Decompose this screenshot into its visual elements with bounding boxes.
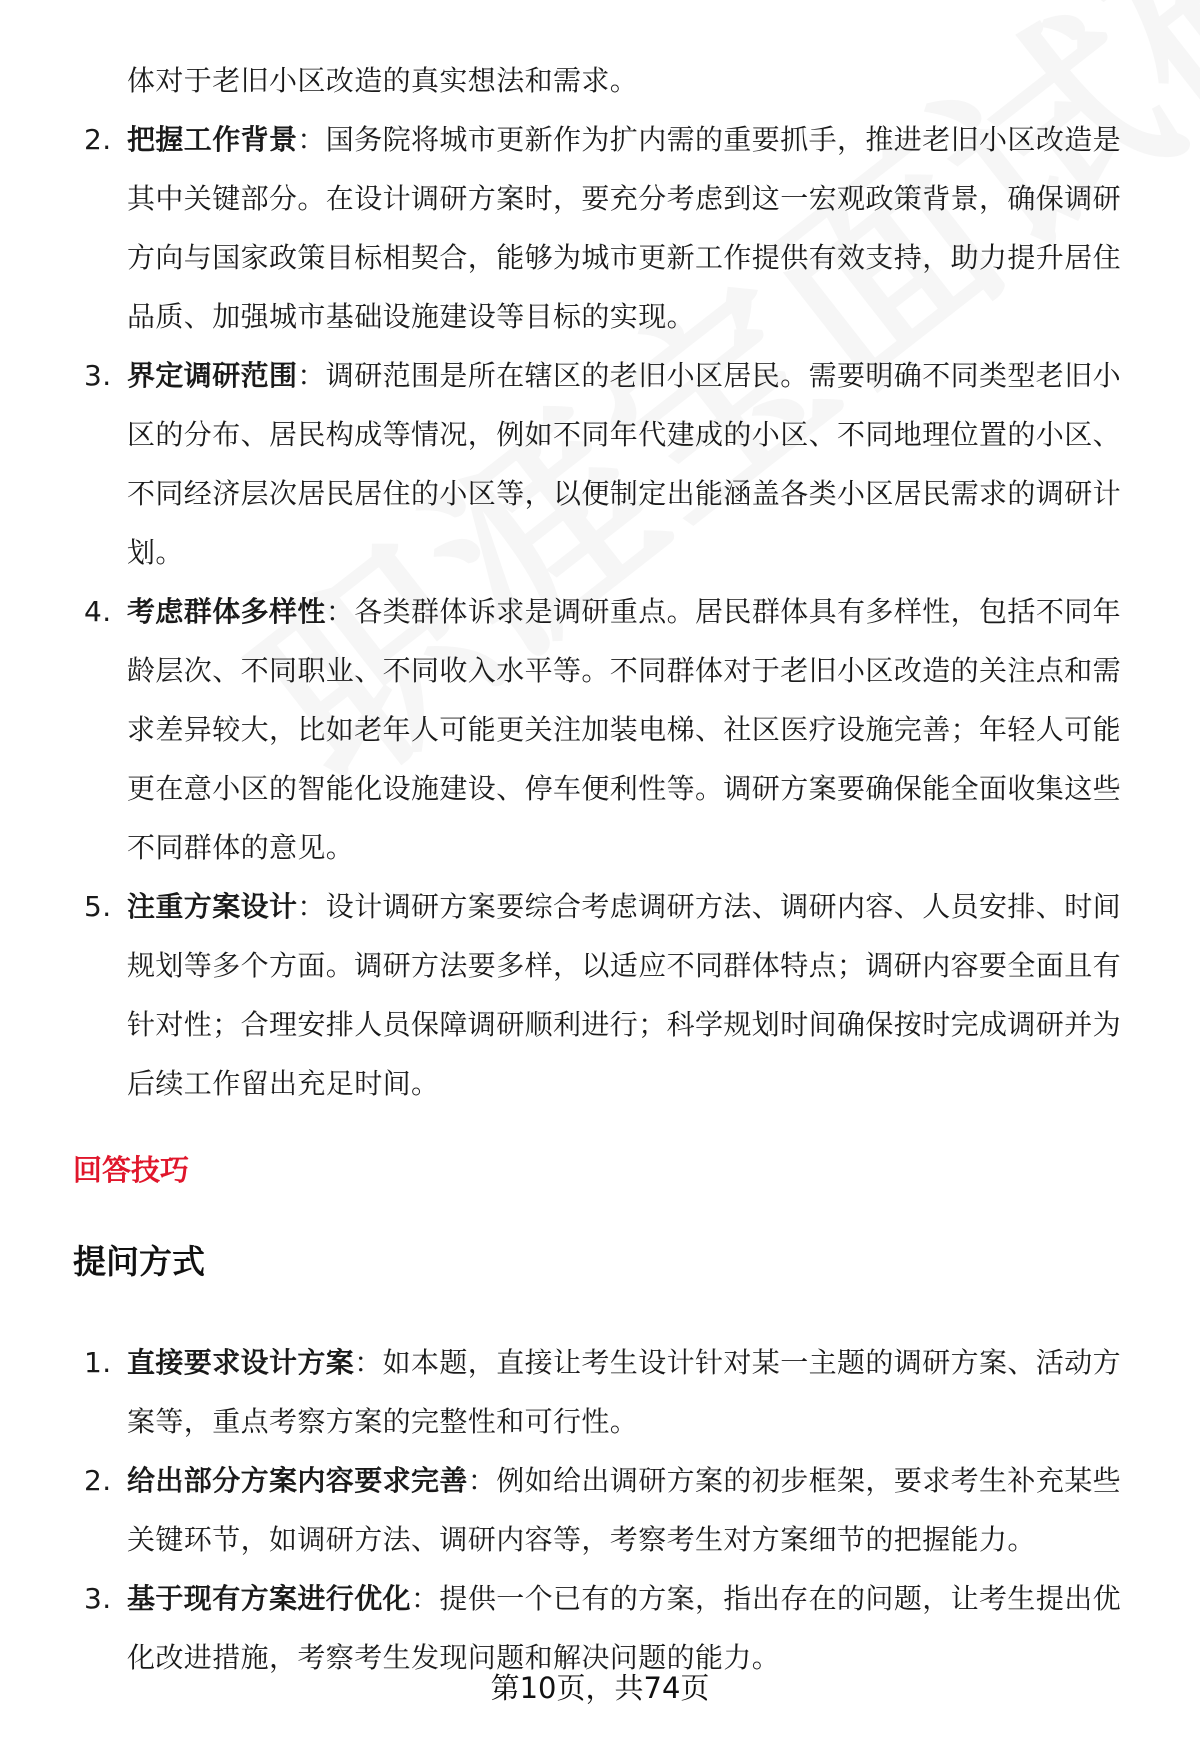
list-number: 2. bbox=[84, 123, 112, 156]
continuation-paragraph: 体对于老旧小区改造的真实想法和需求。 bbox=[127, 64, 639, 97]
list-number: 5. bbox=[84, 890, 112, 923]
list-item bbox=[0, 877, 1147, 1113]
list-item-body: ：各类群体诉求是调研重点。居民群体具有多样性，包括不同年龄层次、不同职业、不同收入水平等。不同群体对于老旧小区改造的关注点和需求差异较大，比如老年人可能更关注加装电梯、社区医疗设施完善；年轻人可能更在意小区的智能化设施建设、停车便利性等。调研方案要确保能全面收集这些不同群体的意见。 bbox=[127, 595, 1122, 864]
list-item-body: ：提供一个已有的方案，指出存在的问题，让考生提出优化改进措施，考察考生发现问题和解决问题的能力。 bbox=[127, 1582, 1122, 1674]
list-item bbox=[0, 582, 1147, 877]
list-item-body: ：国务院将城市更新作为扩内需的重要抓手，推进老旧小区改造是其中关键部分。在设计调研方案时，要充分考虑到这一宏观政策背景，确保调研方向与国家政策目标相契合，能够为城市更新工作提供有效支持，助力提升居住品质、加强城市基础设施建设等目标的实现。 bbox=[127, 123, 1122, 333]
list-item bbox=[0, 110, 1147, 346]
list-item-title: 把握工作背景 bbox=[127, 123, 298, 156]
section-label: 回答技巧 bbox=[73, 1153, 190, 1187]
list-item-title: 给出部分方案内容要求完善 bbox=[127, 1464, 468, 1497]
list-number: 1. bbox=[84, 1346, 112, 1379]
list-item bbox=[0, 1451, 1147, 1569]
list-item-body: ：例如给出调研方案的初步框架，要求考生补充某些关键环节，如调研方法、调研内容等，考察考生对方案细节的把握能力。 bbox=[127, 1464, 1122, 1556]
list-item bbox=[0, 346, 1147, 582]
list-item-body: ：设计调研方案要综合考虑调研方法、调研内容、人员安排、时间规划等多个方面。调研方法要多样，以适应不同群体特点；调研内容要全面且有针对性；合理安排人员保障调研顺利进行；科学规划时间确保按时完成调研并为后续工作留出充足时间。 bbox=[127, 890, 1122, 1100]
list-item-title: 注重方案设计 bbox=[127, 890, 298, 923]
list-item-body: ：调研范围是所在辖区的老旧小区居民。需要明确不同类型老旧小区的分布、居民构成等情况，例如不同年代建成的小区、不同地理位置的小区、不同经济层次居民居住的小区等，以便制定出能涵盖各类小区居民需求的调研计划。 bbox=[127, 359, 1122, 569]
list-number: 3. bbox=[84, 359, 112, 392]
section-heading: 提问方式 bbox=[73, 1242, 205, 1281]
list-item-body: ：如本题，直接让考生设计针对某一主题的调研方案、活动方案等，重点考察方案的完整性和可行性。 bbox=[127, 1346, 1122, 1438]
list-number: 4. bbox=[84, 595, 112, 628]
list-item-title: 基于现有方案进行优化 bbox=[127, 1582, 412, 1615]
list-number: 2. bbox=[84, 1464, 112, 1497]
list-item-title: 界定调研范围 bbox=[127, 359, 298, 392]
list-item bbox=[0, 1333, 1147, 1451]
list-number: 3. bbox=[84, 1582, 112, 1615]
list-question-types bbox=[0, 1333, 1200, 1687]
list-item-title: 考虑群体多样性 bbox=[127, 595, 326, 628]
list-analysis bbox=[0, 110, 1200, 1113]
list-item-title: 直接要求设计方案 bbox=[127, 1346, 355, 1379]
page-footer: 第10页，共74页 bbox=[490, 1671, 710, 1705]
